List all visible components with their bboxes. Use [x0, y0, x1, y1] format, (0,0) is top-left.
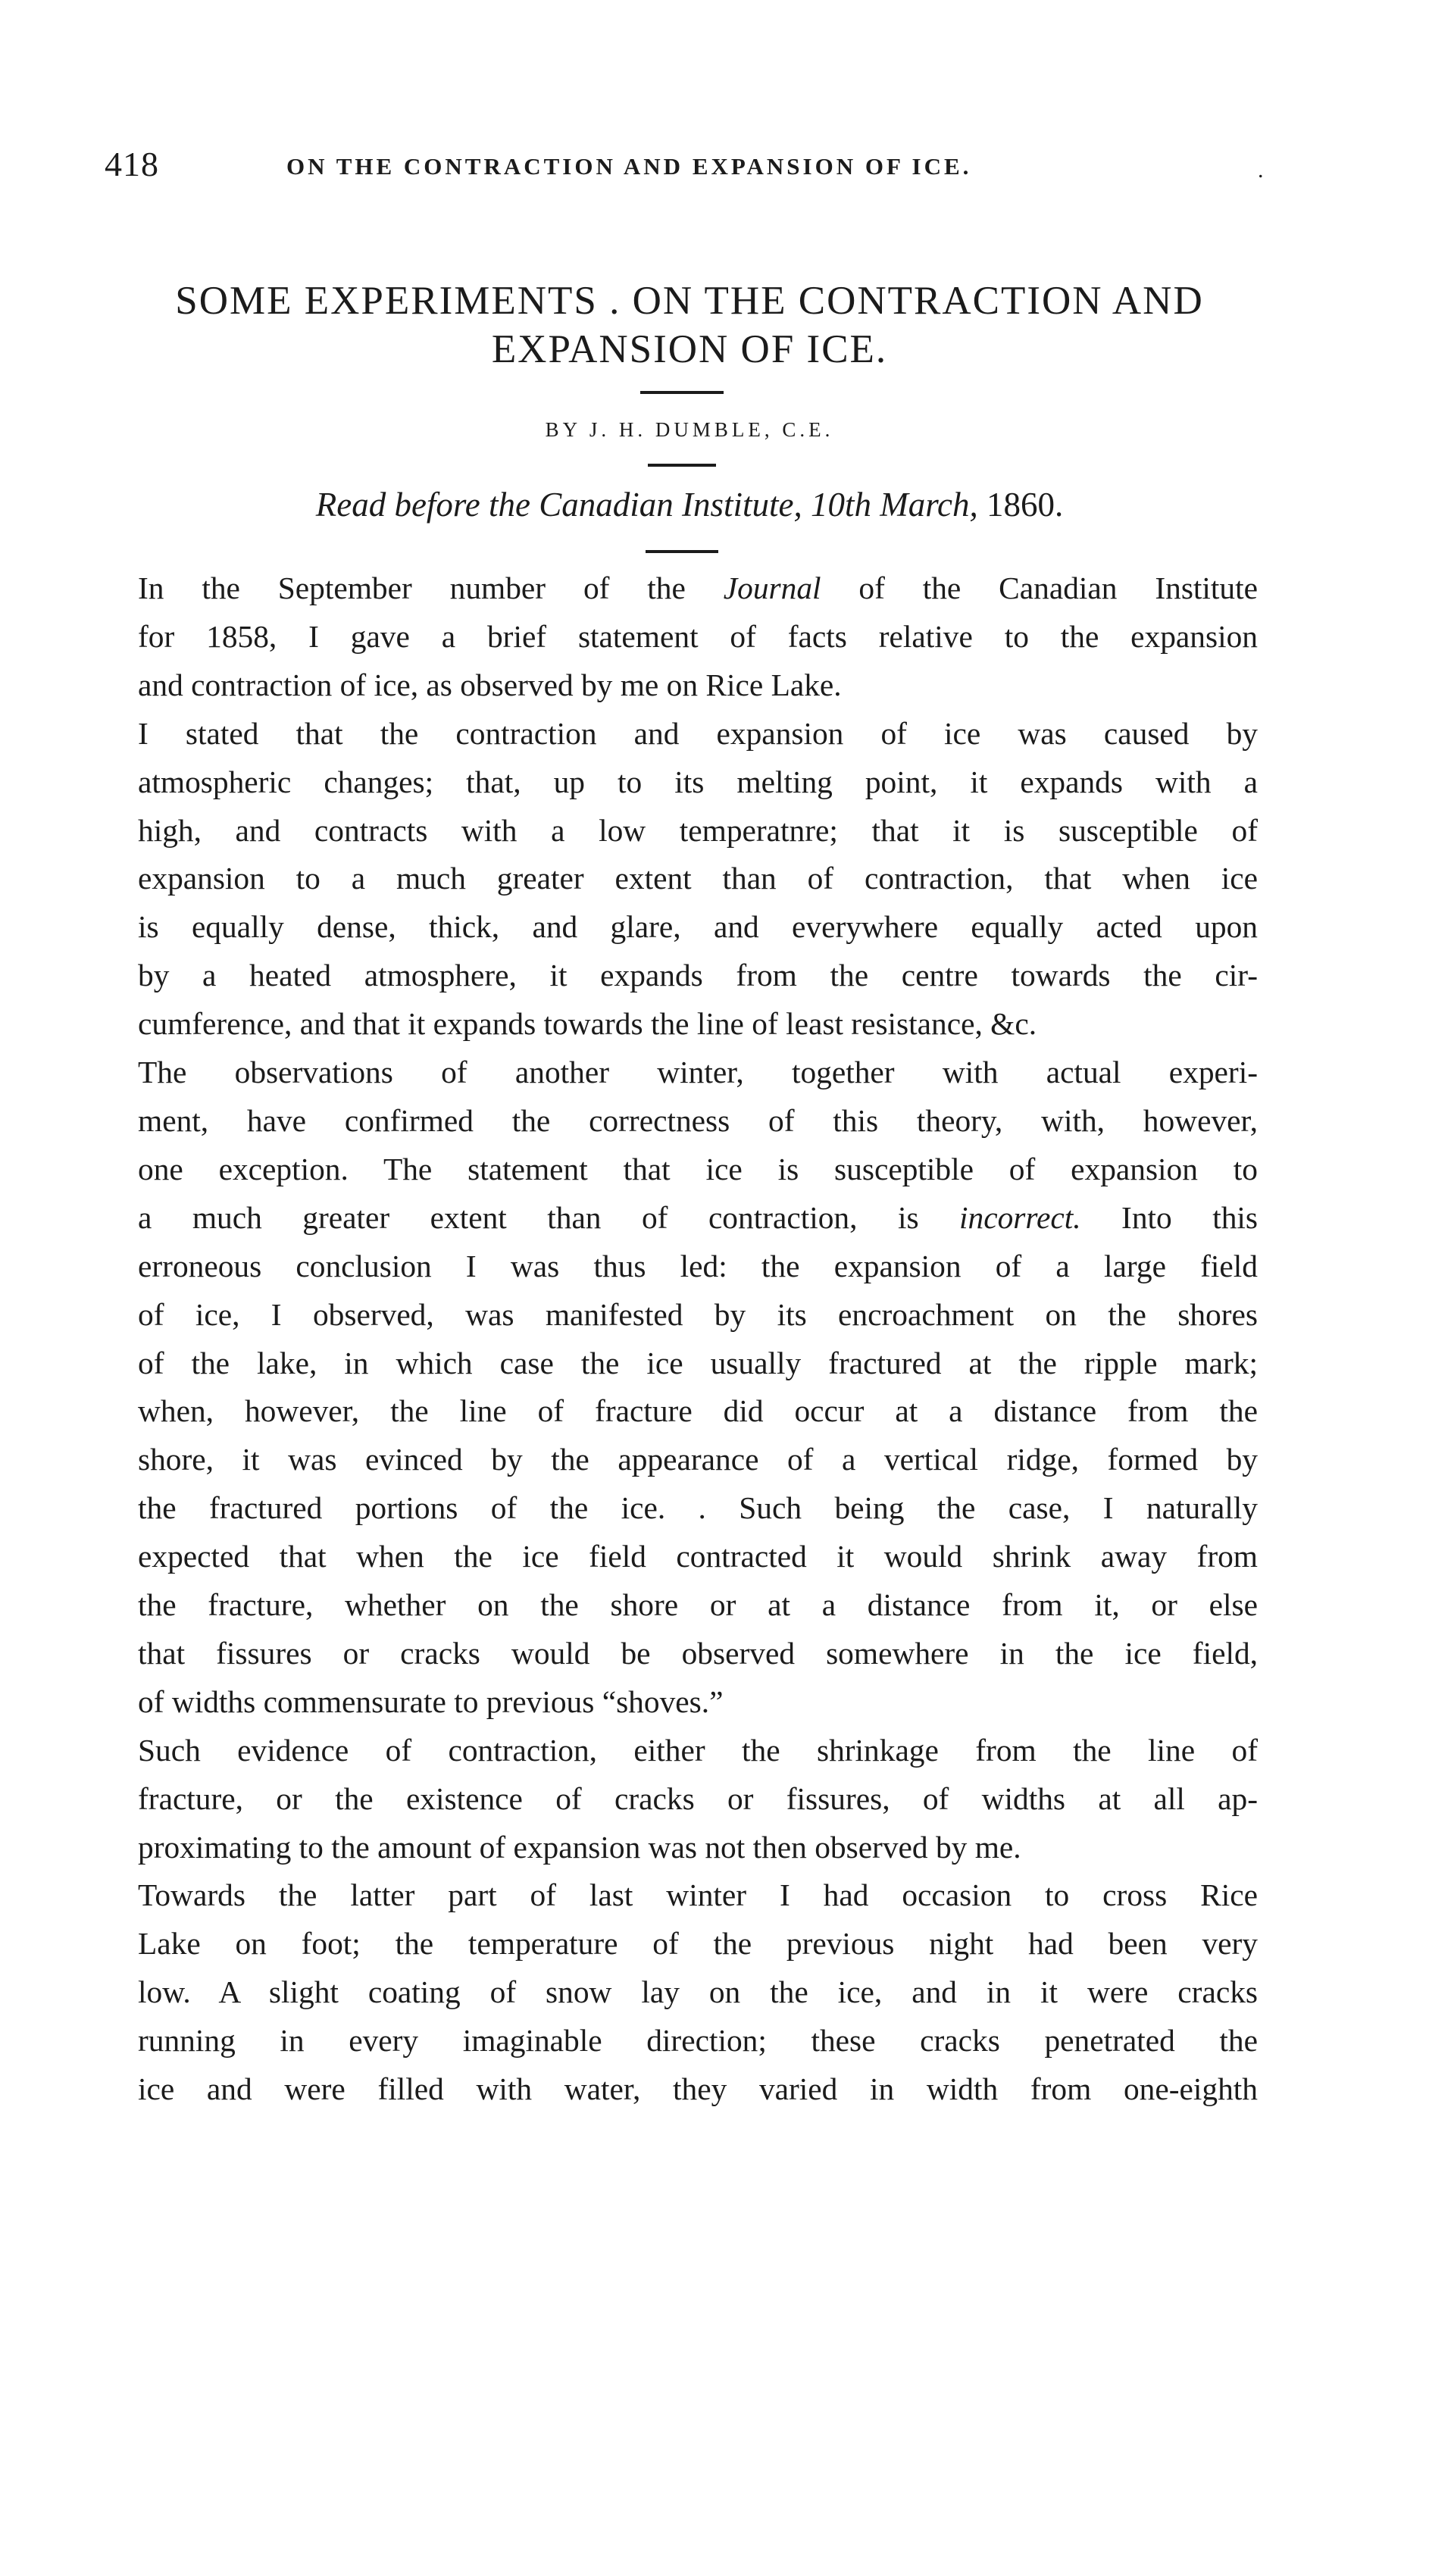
byline: BY J. H. DUMBLE, C.E.: [545, 418, 834, 441]
running-title: ON THE CONTRACTION AND EXPANSION OF ICE.: [286, 153, 972, 180]
text-line: proximating to the amount of expansion was not then observed by me.: [138, 1829, 1021, 1865]
body-text: [98, 564, 1258, 2114]
text-line: high, and contracts with a low temperatnre; that it is susceptible of: [138, 812, 1258, 848]
paragraph: [98, 1727, 1258, 1872]
text-line: running in every imaginable direction; these cracks penetrated the: [138, 2023, 1258, 2059]
paragraph: [98, 1871, 1258, 2114]
text-line: ment, have confirmed the correctness of this theory, with, however,: [138, 1102, 1258, 1138]
divider-rule: [648, 464, 716, 467]
text-line: ice and were filled with water, they varied in width from one-eighth: [138, 2071, 1258, 2107]
text-line: Such evidence of contraction, either the shrinkage from the line of: [138, 1732, 1258, 1768]
text-line: Towards the latter part of last winter I had occasion to cross Rice: [138, 1877, 1258, 1913]
text-line: of the lake, in which case the ice usually fractured at the ripple mark;: [138, 1345, 1258, 1380]
text-line: by a heated atmosphere, it expands from the centre towards the cir-: [138, 958, 1258, 993]
running-head: [98, 144, 1280, 197]
text-line: low. A slight coating of snow lay on the ice, and in it were cracks: [138, 1974, 1258, 2010]
text-line: shore, it was evinced by the appearance of a vertical ridge, formed by: [138, 1442, 1258, 1477]
text-line: atmospheric changes; that, up to its melting point, it expands with a: [138, 764, 1258, 799]
stray-mark: .: [1258, 158, 1264, 183]
text-line: of widths commensurate to previous “shoves.”: [138, 1683, 724, 1719]
text-line: Lake on foot; the temperature of the previous night had been very: [138, 1926, 1258, 1962]
divider-rule: [646, 550, 718, 553]
text-line: and contraction of ice, as observed by me on Rice Lake.: [138, 667, 842, 702]
text-line: when, however, the line of fracture did occur at a distance from the: [138, 1393, 1258, 1429]
text-line: is equally dense, thick, and glare, and everywhere equally acted upon: [138, 909, 1258, 945]
text-line: The observations of another winter, together with actual experi-: [138, 1055, 1258, 1090]
text-line: expected that when the ice field contracted it would shrink away from: [138, 1539, 1258, 1574]
paragraph: [98, 710, 1258, 1049]
text-line: fracture, or the existence of cracks or fissures, of widths at all ap-: [138, 1780, 1258, 1816]
text-line: erroneous conclusion I was thus led: the expansion of a large field: [138, 1248, 1258, 1283]
title-line: SOME EXPERIMENTS . ON THE CONTRACTION AND: [175, 279, 1204, 323]
paragraph: [98, 1049, 1258, 1727]
text-line: expansion to a much greater extent than of contraction, that when ice: [138, 861, 1258, 896]
text-line: of ice, I observed, was manifested by its encroachment on the shores: [138, 1296, 1258, 1332]
text-line: the fractured portions of the ice. . Such being the case, I naturally: [138, 1490, 1258, 1526]
read-before-text: Read before the Canadian Institute, 10th March,: [315, 486, 978, 524]
text-line: one exception. The statement that ice is susceptible of expansion to: [138, 1151, 1258, 1186]
italic-text: Journal: [723, 571, 821, 605]
paragraph: [98, 564, 1258, 710]
title-line: EXPANSION OF ICE.: [491, 327, 888, 371]
page-number: 418: [105, 145, 159, 183]
text-line: the fracture, whether on the shore or at a distance from it, or else: [138, 1587, 1258, 1623]
text-line: that fissures or cracks would be observed somewhere in the ice field,: [138, 1635, 1258, 1671]
text-line: I stated that the contraction and expansion of ice was caused by: [138, 715, 1258, 751]
text-line: cumference, and that it expands towards the line of least resistance, &c.: [138, 1006, 1037, 1042]
divider-rule: [640, 391, 724, 394]
read-before-year: 1860.: [987, 486, 1064, 524]
italic-text: incorrect.: [959, 1199, 1081, 1235]
text-line: In the September number of the Journal of the Canadian Institute: [138, 571, 1258, 605]
read-before-note: [98, 485, 1280, 524]
article-title: [98, 277, 1280, 374]
text-line: for 1858, I gave a brief statement of facts relative to the expansion: [138, 618, 1258, 654]
text-line: a much greater extent than of contraction, is incorrect. Into this: [138, 1199, 1258, 1235]
